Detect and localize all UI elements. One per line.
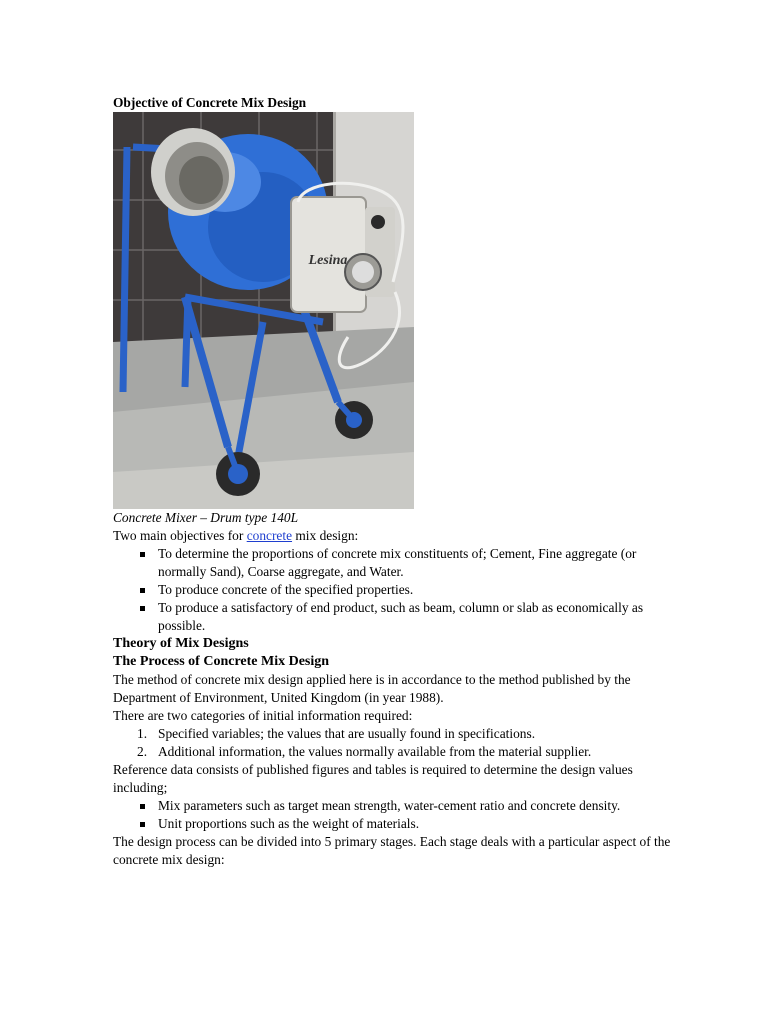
list-number: 1. [137,726,148,741]
square-bullet-icon [140,552,145,557]
stages-paragraph: The design process can be divided into 5 primary stages. Each stage deals with a particular aspect of the concrete mix design: [113,834,671,867]
intro-text-before: Two main objectives for [113,528,247,543]
list-number: 2. [137,744,148,759]
list-item [137,725,673,743]
square-bullet-icon [140,804,145,809]
list-item [158,815,673,833]
square-bullet-icon [140,822,145,827]
concrete-mixer-photo [113,112,414,509]
document-page [113,94,673,869]
reference-list [113,797,673,833]
figure-caption: Concrete Mixer – Drum type 140L [113,510,299,525]
square-bullet-icon [140,606,145,611]
mixer-brand-text: Lesina [308,253,348,268]
document-title: Objective of Concrete Mix Design [113,95,307,110]
list-item-text: To determine the proportions of concrete mix constituents of; Cement, Fine aggregate (or normally Sand), Coarse aggregate, and Water. [158,546,637,579]
list-item-text: To produce a satisfactory of end product, such as beam, column or slab as economically as possible. [158,600,644,633]
process-paragraph: The method of concrete mix design applied here is in accordance to the method published by the Department of Environment, United Kingdom (in year 1988). [113,672,631,705]
intro-text-after: mix design: [292,528,359,543]
list-item [158,599,673,635]
categories-list [113,725,673,761]
process-heading: The Process of Concrete Mix Design [113,654,330,669]
list-item-text: Additional information, the values normally available from the material supplier. [158,744,592,759]
list-item [137,743,673,761]
concrete-mixer-illustration [113,112,414,509]
list-item [158,581,673,599]
concrete-link[interactable]: concrete [246,528,293,543]
intro-paragraph [113,527,673,545]
list-item-text: Unit proportions such as the weight of materials. [158,816,420,831]
categories-intro: There are two categories of initial information required: [113,708,413,723]
list-item-text: Specified variables; the values that are usually found in specifications. [158,726,536,741]
objectives-list [113,545,673,635]
list-item [158,545,673,581]
reference-paragraph: Reference data consists of published figures and tables is required to determine the design values including; [113,762,633,795]
list-item-text: Mix parameters such as target mean strength, water-cement ratio and concrete density. [158,798,621,813]
list-item [158,797,673,815]
theory-heading: Theory of Mix Designs [113,636,249,651]
square-bullet-icon [140,588,145,593]
list-item-text: To produce concrete of the specified properties. [158,582,414,597]
